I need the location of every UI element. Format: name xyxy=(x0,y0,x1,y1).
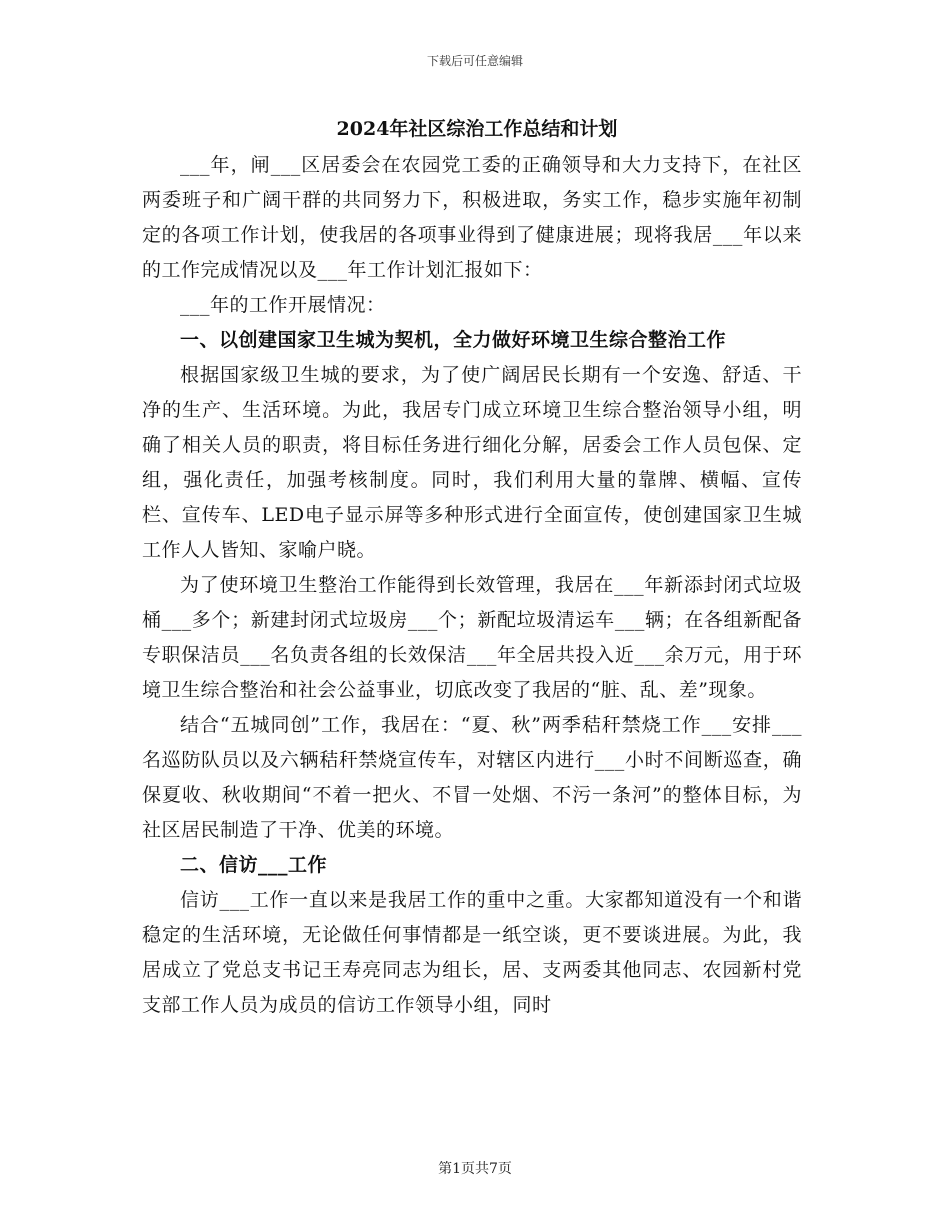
page-header-note: 下载后可任意编辑 xyxy=(426,54,523,68)
intro-paragraph: ___年，闸___区居委会在农园党工委的正确领导和大力支持下，在社区两委班子和广阔干群的共同努力下，积极进取，务实工作，稳步实施年初制定的各项工作计划，使我居的各项事业得到了健康进展；现将我居___年以来的工作完成情况以及___年工作计划汇报如下： xyxy=(142,154,802,281)
section-1-paragraph-3: 结合“五城同创”工作，我居在：“夏、秋”两季秸秆禁烧工作___安排___名巡防队员以及六辆秸秆禁烧宣传车，对辖区内进行___小时不间断巡查，确保夏收、秋收期间“不着一把火、不冒一处烟、不污一条河”的整体目标，为社区居民制造了干净、优美的环境。 xyxy=(142,714,802,841)
section-2-heading: 二、信访___工作 xyxy=(180,854,328,876)
section-2-paragraph-1: 信访___工作一直以来是我居工作的重中之重。大家都知道没有一个和谐稳定的生活环境，无论做任何事情都是一纸空谈，更不要谈进展。为此，我居成立了党总支书记王寿亮同志为组长，居、支两委其他同志、农园新村党支部工作人员为成员的信访工作领导小组，同时 xyxy=(142,889,802,1016)
document-body xyxy=(142,116,802,1023)
work-status-subheading: ___年的工作开展情况： xyxy=(180,294,386,316)
section-1-paragraph-2: 为了使环境卫生整治工作能得到长效管理，我居在___年新添封闭式垃圾桶___多个；新建封闭式垃圾房___个；新配垃圾清运车___辆；在各组新配备专职保洁员___名负责各组的长效保洁___年全居共投入近___余万元，用于环境卫生综合整治和社会公益事业，切底改变了我居的“脏、乱、差”现象。 xyxy=(142,574,802,701)
page-number: 第1页共7页 xyxy=(438,1161,512,1177)
section-1-heading: 一、以创建国家卫生城为契机，全力做好环境卫生综合整治工作 xyxy=(180,329,727,351)
section-1-paragraph-1: 根据国家级卫生城的要求，为了使广阔居民长期有一个安逸、舒适、干净的生产、生活环境。为此，我居专门成立环境卫生综合整治领导小组，明确了相关人员的职责，将目标任务进行细化分解，居委会工作人员包保、定组，强化责任，加强考核制度。同时，我们利用大量的靠牌、横幅、宣传栏、宣传车、LED电子显示屏等多种形式进行全面宣传，使创建国家卫生城工作人人皆知、家喻户晓。 xyxy=(142,364,802,561)
document-title: 2024年社区综治工作总结和计划 xyxy=(336,118,618,140)
